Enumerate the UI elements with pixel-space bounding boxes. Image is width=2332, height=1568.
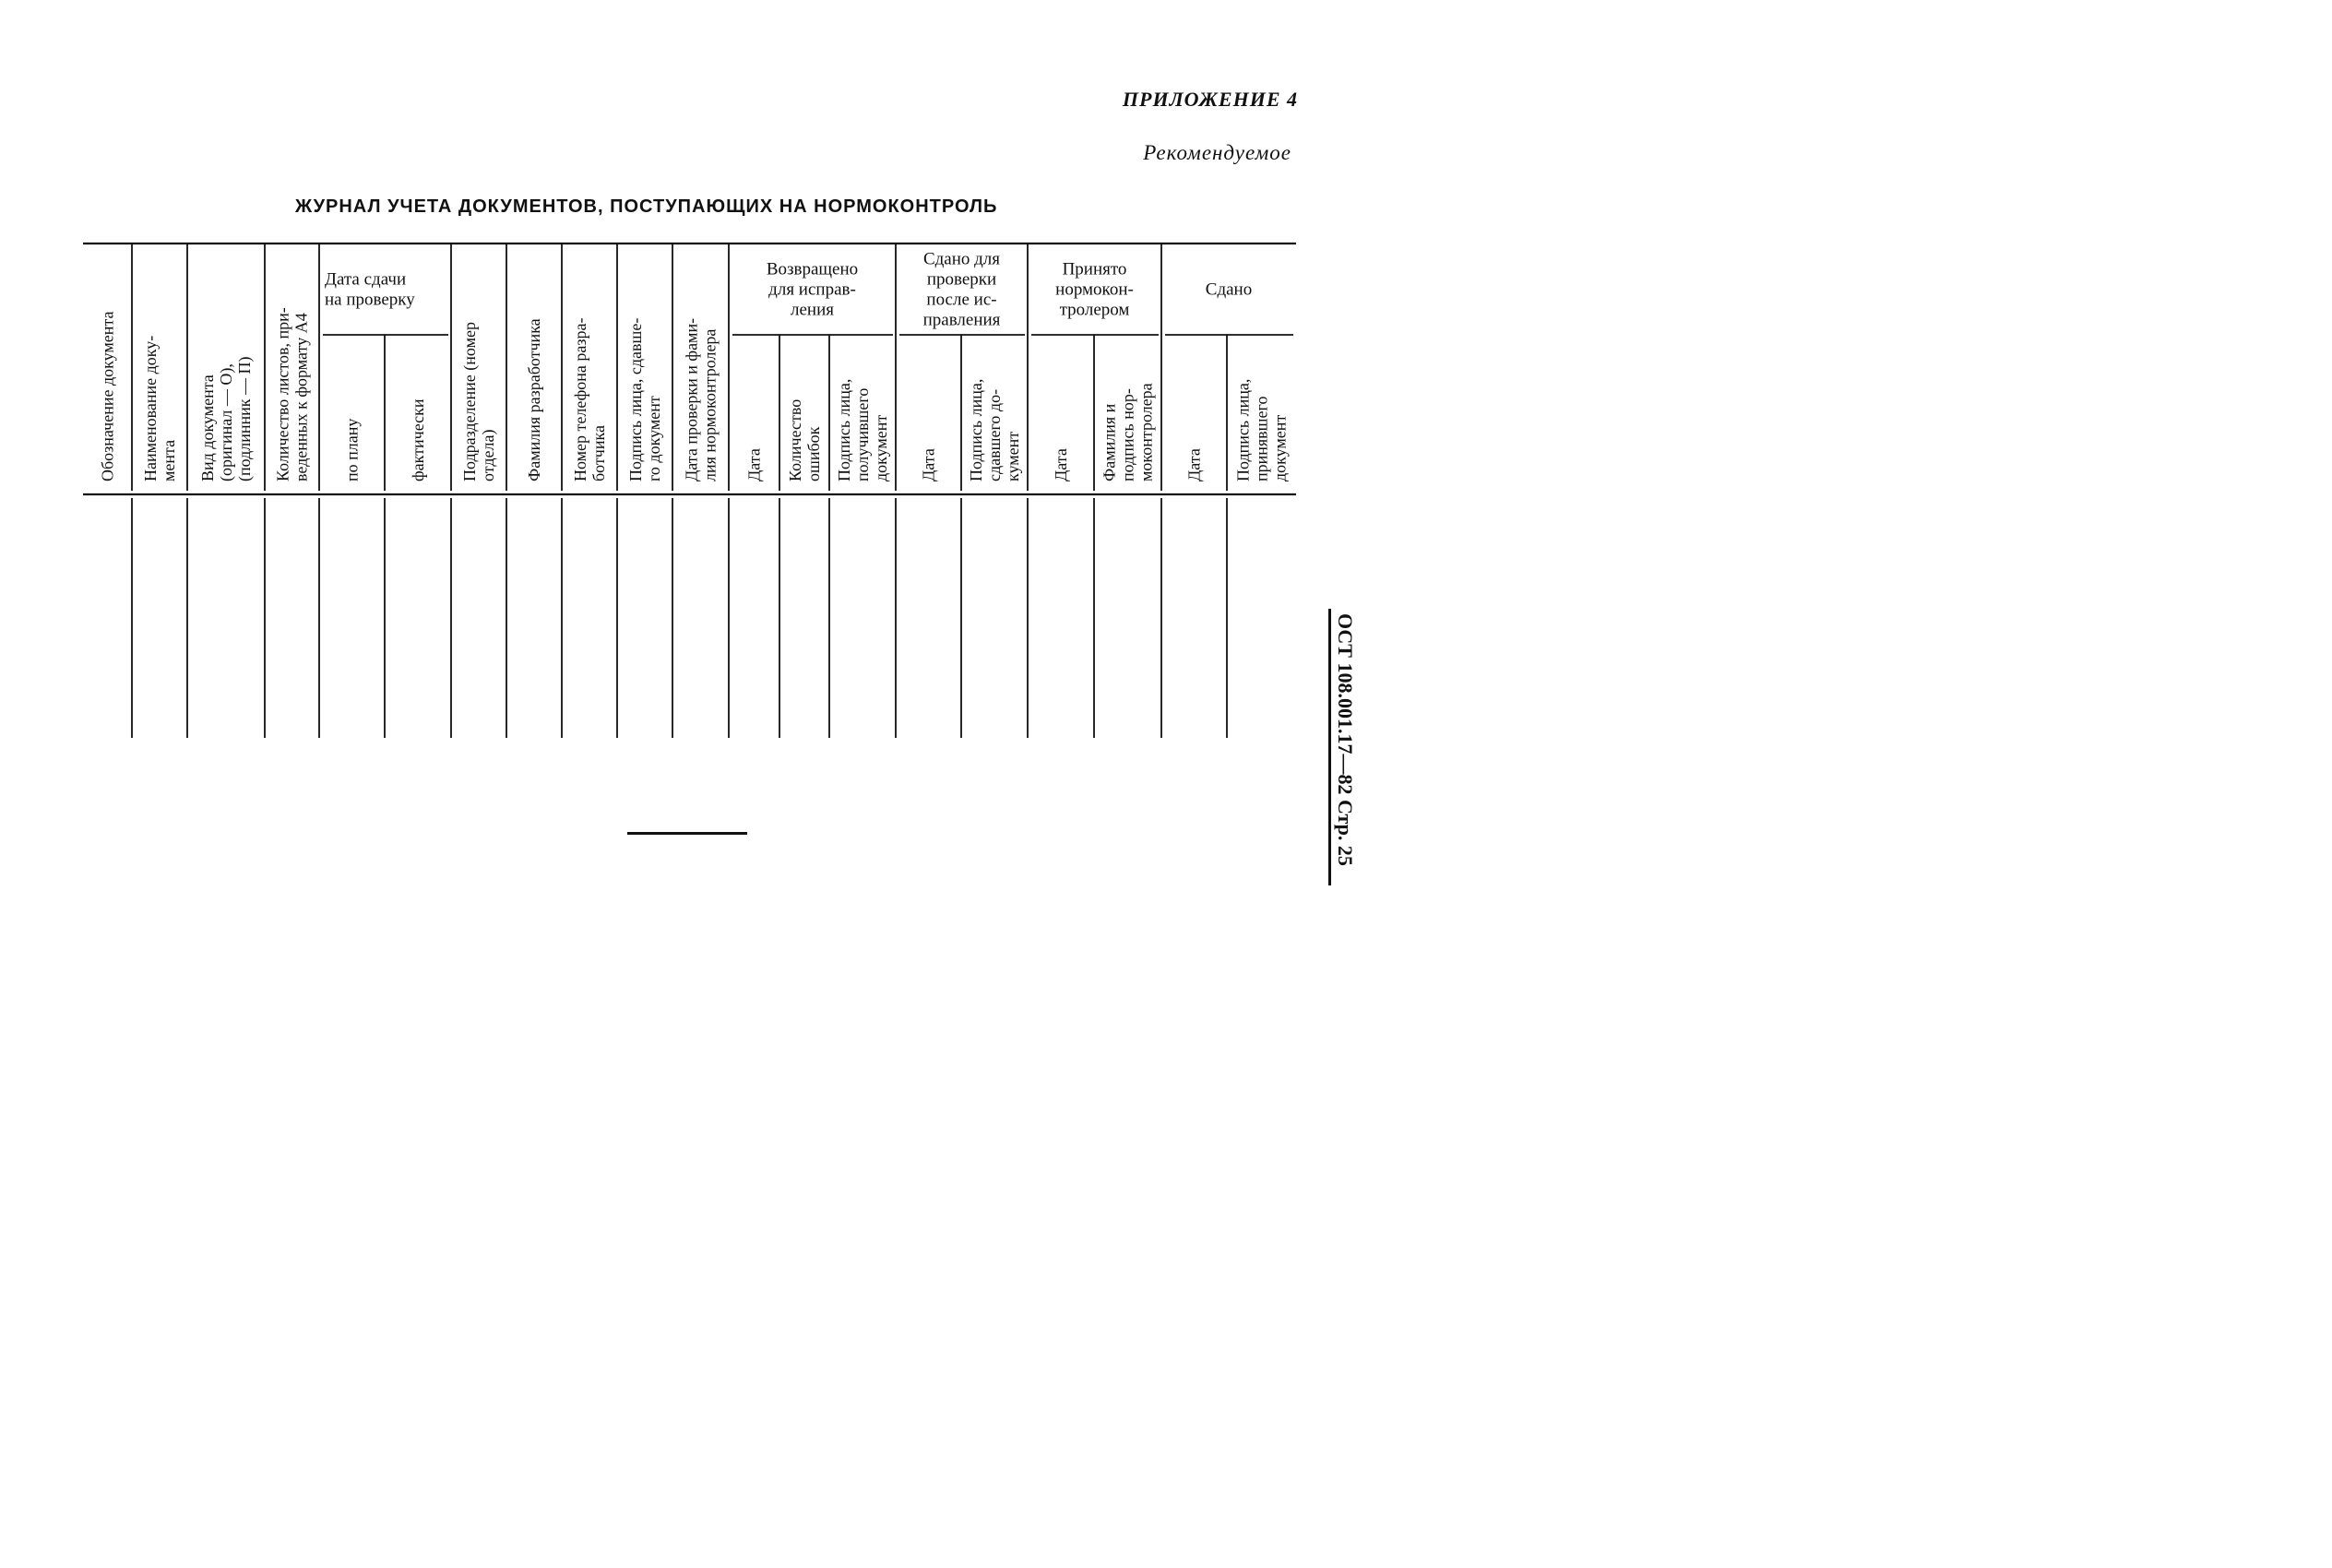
group-header-line: ления (791, 300, 834, 320)
group-header-line: тролером (1059, 300, 1130, 320)
column-header-actual-date (409, 398, 427, 481)
column-header-line: (оригинал — О), (217, 363, 235, 481)
column-header-line: Дата (1184, 448, 1204, 481)
column-header-doc-name (141, 336, 178, 481)
group-header-resubmitted (923, 250, 1001, 330)
group-header-line: Сдано для (922, 249, 1001, 269)
column-header-line: Номер телефона разра- (571, 317, 589, 481)
appendix-number: ПРИЛОЖЕНИЕ 4 (1122, 88, 1298, 111)
column-header-line: Подпись лица, сдавше- (626, 317, 645, 481)
group-header-line: для исправ- (768, 279, 856, 300)
end-rule (627, 832, 747, 835)
column-header-handed-date (1185, 448, 1204, 481)
group-header-returned (767, 260, 858, 320)
column-header-line: го документ (645, 396, 663, 481)
group-header-accepted (1055, 260, 1134, 320)
column-header-line: моконтролера (1136, 383, 1156, 481)
column-header-submitter-signature (626, 318, 663, 481)
column-header-acceptor-signature (1234, 379, 1290, 481)
group-header-line: Дата сдачи (325, 269, 407, 290)
column-header-accepted-date (1052, 448, 1070, 481)
group-header-line: Возвращено (766, 259, 859, 279)
column-header-line: Подпись лица, (835, 378, 853, 481)
column-header-line: Дата (919, 448, 938, 481)
column-header-line: Дата (1052, 448, 1070, 481)
column-header-resubmit-date (920, 448, 938, 481)
column-header-line: Обозначение документа (98, 311, 117, 481)
column-header-developer-phone (571, 318, 608, 481)
column-header-line: ошибок (804, 426, 823, 481)
column-header-line: фактически (409, 398, 427, 481)
column-header-line: получившего (853, 387, 872, 481)
standard-page-reference (1333, 613, 1357, 866)
group-header-line: Сдано (1205, 279, 1253, 300)
column-header-line: документ (872, 414, 890, 481)
group-header-line: проверки (926, 269, 997, 290)
journal-title: ЖУРНАЛ УЧЕТА ДОКУМЕНТОВ, ПОСТУПАЮЩИХ НА НОРМОКОНТРОЛЬ (295, 196, 998, 217)
group-header-handed-over (1206, 280, 1252, 300)
page-number: Стр. 25 (1334, 799, 1357, 866)
column-header-line: Дата проверки и фами- (682, 317, 701, 481)
column-header-line: Количество (786, 398, 804, 481)
column-header-line: по плану (342, 418, 362, 481)
appendix-status: Рекомендуемое (1143, 141, 1291, 164)
column-header-designation (99, 312, 117, 481)
group-header-line: нормокон- (1055, 279, 1134, 300)
column-header-line: принявшего (1252, 396, 1271, 481)
column-header-line: ботчика (589, 425, 608, 481)
column-header-line: Подпись лица, (1233, 378, 1253, 481)
column-header-inspector-signature (1101, 383, 1156, 481)
column-header-line: Наименование доку- (141, 335, 160, 481)
column-header-department (460, 322, 498, 481)
column-header-line: Подразделение (номер (460, 322, 479, 481)
column-header-returned-date (745, 448, 764, 481)
group-header-submission-date (325, 270, 415, 310)
side-rule (1328, 609, 1331, 885)
journal-table (0, 0, 1432, 963)
column-header-plan-date (343, 419, 362, 481)
column-header-line: Подпись лица, (967, 378, 985, 481)
group-header-line: после ис- (926, 290, 997, 310)
column-header-receiver-signature (835, 379, 890, 481)
column-header-line: Фамилия и (1100, 403, 1119, 481)
column-header-developer-name (525, 318, 543, 481)
column-header-line: Дата (744, 448, 764, 481)
column-header-line: подпись нор- (1118, 388, 1137, 481)
group-header-line: Принято (1062, 259, 1127, 279)
column-header-line: Количество листов, при- (273, 307, 292, 481)
group-header-line: на проверку (325, 290, 415, 310)
group-header-line: правления (922, 310, 1001, 330)
column-header-doc-type (198, 356, 255, 481)
column-header-line: веденных к формату А4 (292, 313, 311, 481)
column-header-line: Вид документа (198, 374, 217, 481)
standard-code: ОСТ 108.001.17—82 (1334, 613, 1357, 795)
column-header-line: мента (160, 439, 178, 481)
column-header-sheet-count (274, 307, 311, 481)
column-header-line: лия нормоконтролера (700, 328, 720, 481)
column-header-line: отдела) (479, 429, 497, 481)
column-header-line: кумент (1004, 431, 1022, 481)
column-header-resubmitter-signature (967, 379, 1022, 481)
column-header-line: Фамилия разработчика (525, 318, 543, 481)
column-header-line: документ (1270, 414, 1290, 481)
column-header-error-count (786, 399, 823, 481)
column-header-check-date (683, 318, 720, 481)
column-header-line: (подлинник — П) (235, 356, 254, 481)
column-header-line: сдавшего до- (985, 388, 1004, 481)
